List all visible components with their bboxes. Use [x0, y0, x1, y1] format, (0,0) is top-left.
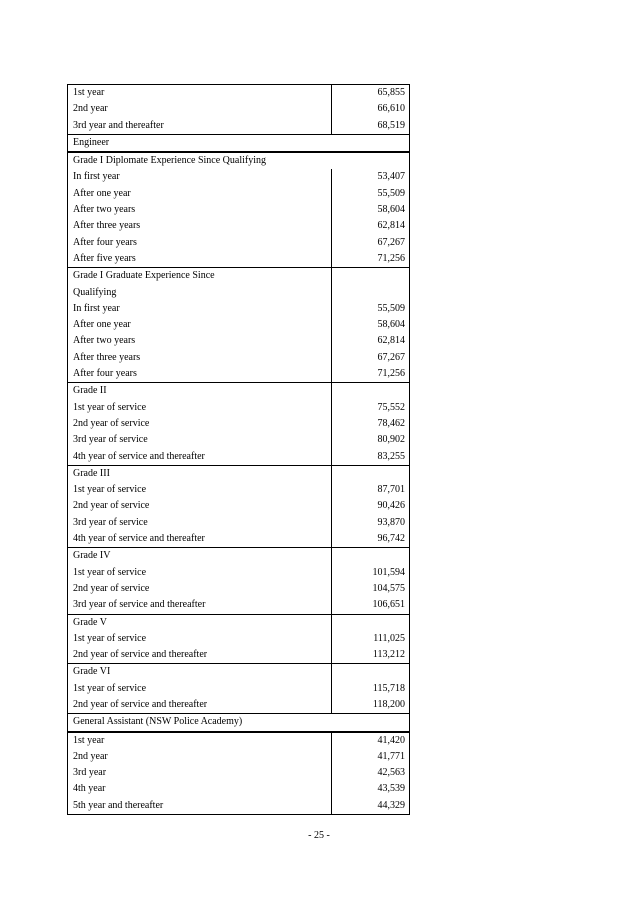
row-value: 62,814 — [331, 333, 409, 349]
section-title-row — [68, 285, 409, 301]
row-value: 67,267 — [331, 235, 409, 251]
table-row — [68, 647, 409, 663]
row-label: 2nd year — [73, 750, 108, 762]
page-number: - 25 - — [308, 830, 330, 841]
section-title: Grade I Diplomate Experience Since Qualifying — [73, 155, 266, 167]
row-label: In first year — [73, 302, 120, 314]
table-row — [68, 565, 409, 581]
row-value: 44,329 — [331, 798, 409, 814]
table-row — [68, 202, 409, 218]
table-row — [68, 85, 409, 101]
section-title-row — [68, 714, 409, 730]
section-title-row — [68, 466, 409, 482]
row-value: 67,267 — [331, 350, 409, 366]
row-label: In first year — [73, 171, 120, 183]
row-label: 1st year of service — [73, 682, 147, 694]
table-row — [68, 101, 409, 117]
row-value: 41,771 — [331, 749, 409, 765]
row-label: 3rd year of service and thereafter — [73, 599, 206, 611]
row-label: 5th year and thereafter — [73, 799, 164, 811]
row-label: 1st year of service — [73, 484, 147, 496]
table-row — [68, 733, 409, 749]
table-row — [68, 350, 409, 366]
row-value: 101,594 — [331, 565, 409, 581]
table-block — [67, 664, 410, 714]
empty-value — [331, 664, 409, 680]
table-block — [67, 383, 410, 465]
row-value: 106,651 — [331, 597, 409, 613]
empty-value — [331, 466, 409, 482]
table-row — [68, 317, 409, 333]
row-value: 93,870 — [331, 515, 409, 531]
section-title-row — [68, 615, 409, 631]
row-label: After two years — [73, 204, 136, 216]
row-label: 2nd year of service — [73, 417, 150, 429]
section-title: Grade IV — [73, 550, 111, 562]
row-label: 2nd year of service and thereafter — [73, 698, 208, 710]
table-row — [68, 498, 409, 514]
row-label: 2nd year — [73, 103, 108, 115]
row-label: 4th year of service and thereafter — [73, 533, 205, 545]
table-row — [68, 531, 409, 547]
row-value: 58,604 — [331, 202, 409, 218]
row-label: After one year — [73, 187, 131, 199]
table-block — [67, 733, 410, 815]
row-value: 113,212 — [331, 647, 409, 663]
row-label: 1st year — [73, 734, 105, 746]
table-row — [68, 749, 409, 765]
empty-value — [331, 615, 409, 631]
row-value: 43,539 — [331, 781, 409, 797]
row-value: 118,200 — [331, 697, 409, 713]
row-label: After five years — [73, 252, 136, 264]
table-row — [68, 798, 409, 814]
row-value: 53,407 — [331, 169, 409, 185]
row-value: 68,519 — [331, 118, 409, 134]
section-heading-block — [67, 714, 410, 732]
table-row — [68, 235, 409, 251]
row-value: 80,902 — [331, 432, 409, 448]
table-row — [68, 432, 409, 448]
row-value: 41,420 — [331, 733, 409, 749]
row-value: 55,509 — [331, 186, 409, 202]
section-title-row — [68, 135, 409, 151]
section-title-row — [68, 664, 409, 680]
empty-value — [331, 548, 409, 564]
row-label: 1st year — [73, 87, 105, 98]
section-title: Grade III — [73, 467, 110, 479]
row-value: 87,701 — [331, 482, 409, 498]
table-block — [67, 615, 410, 665]
table-row — [68, 482, 409, 498]
table-row — [68, 631, 409, 647]
section-title: Engineer — [73, 136, 110, 148]
section-title: General Assistant (NSW Police Academy) — [73, 716, 243, 728]
table-row — [68, 765, 409, 781]
row-value: 104,575 — [331, 581, 409, 597]
row-label: After three years — [73, 351, 141, 363]
section-title-continued: Qualifying — [73, 286, 117, 298]
table-row — [68, 400, 409, 416]
row-label: 4th year of service and thereafter — [73, 450, 205, 462]
row-label: 4th year — [73, 783, 106, 795]
table-row — [68, 681, 409, 697]
row-value: 115,718 — [331, 681, 409, 697]
row-value: 75,552 — [331, 400, 409, 416]
table-row — [68, 186, 409, 202]
row-value: 78,462 — [331, 416, 409, 432]
row-label: 3rd year and thereafter — [73, 119, 164, 131]
table-row — [68, 416, 409, 432]
row-label: 1st year of service — [73, 632, 147, 644]
row-value: 55,509 — [331, 301, 409, 317]
row-label: 2nd year of service — [73, 582, 150, 594]
row-value: 66,610 — [331, 101, 409, 117]
empty-value — [331, 268, 409, 284]
row-value: 96,742 — [331, 531, 409, 547]
table-block — [67, 466, 410, 548]
table-row — [68, 581, 409, 597]
table-block — [67, 153, 410, 268]
row-value: 71,256 — [331, 366, 409, 382]
row-label: After two years — [73, 335, 136, 347]
table-row — [68, 218, 409, 234]
table-row — [68, 781, 409, 797]
row-value: 58,604 — [331, 317, 409, 333]
row-label: 1st year of service — [73, 566, 147, 578]
section-title-row — [68, 383, 409, 399]
row-value: 62,814 — [331, 218, 409, 234]
row-label: 1st year of service — [73, 401, 147, 413]
salary-table — [67, 84, 410, 815]
row-label: After four years — [73, 368, 137, 380]
section-title: Grade II — [73, 385, 107, 397]
table-row — [68, 515, 409, 531]
row-value: 111,025 — [331, 631, 409, 647]
table-block — [67, 268, 410, 383]
table-row — [68, 301, 409, 317]
table-row — [68, 251, 409, 267]
row-value: 71,256 — [331, 251, 409, 267]
table-row — [68, 449, 409, 465]
row-label: 3rd year of service — [73, 434, 148, 446]
section-title: Grade VI — [73, 666, 111, 678]
row-value: 65,855 — [331, 85, 409, 101]
section-title-row — [68, 153, 409, 169]
row-label: After four years — [73, 236, 137, 248]
row-label: 2nd year of service and thereafter — [73, 649, 208, 661]
table-row — [68, 597, 409, 613]
table-row — [68, 169, 409, 185]
table-row — [68, 697, 409, 713]
table-block — [67, 84, 410, 135]
table-block — [67, 548, 410, 614]
section-title: Grade V — [73, 616, 107, 628]
row-value: 90,426 — [331, 498, 409, 514]
row-label: 3rd year — [73, 767, 107, 779]
row-label: After one year — [73, 319, 131, 331]
empty-value — [331, 383, 409, 399]
row-value: 83,255 — [331, 449, 409, 465]
row-value: 42,563 — [331, 765, 409, 781]
section-title: Grade I Graduate Experience Since — [73, 270, 215, 282]
section-heading-block — [67, 135, 410, 153]
table-row — [68, 333, 409, 349]
row-label: 2nd year of service — [73, 500, 150, 512]
row-label: After three years — [73, 220, 141, 232]
table-row — [68, 118, 409, 134]
row-label: 3rd year of service — [73, 516, 148, 528]
empty-value — [331, 285, 409, 301]
section-title-row — [68, 268, 409, 284]
table-row — [68, 366, 409, 382]
section-title-row — [68, 548, 409, 564]
